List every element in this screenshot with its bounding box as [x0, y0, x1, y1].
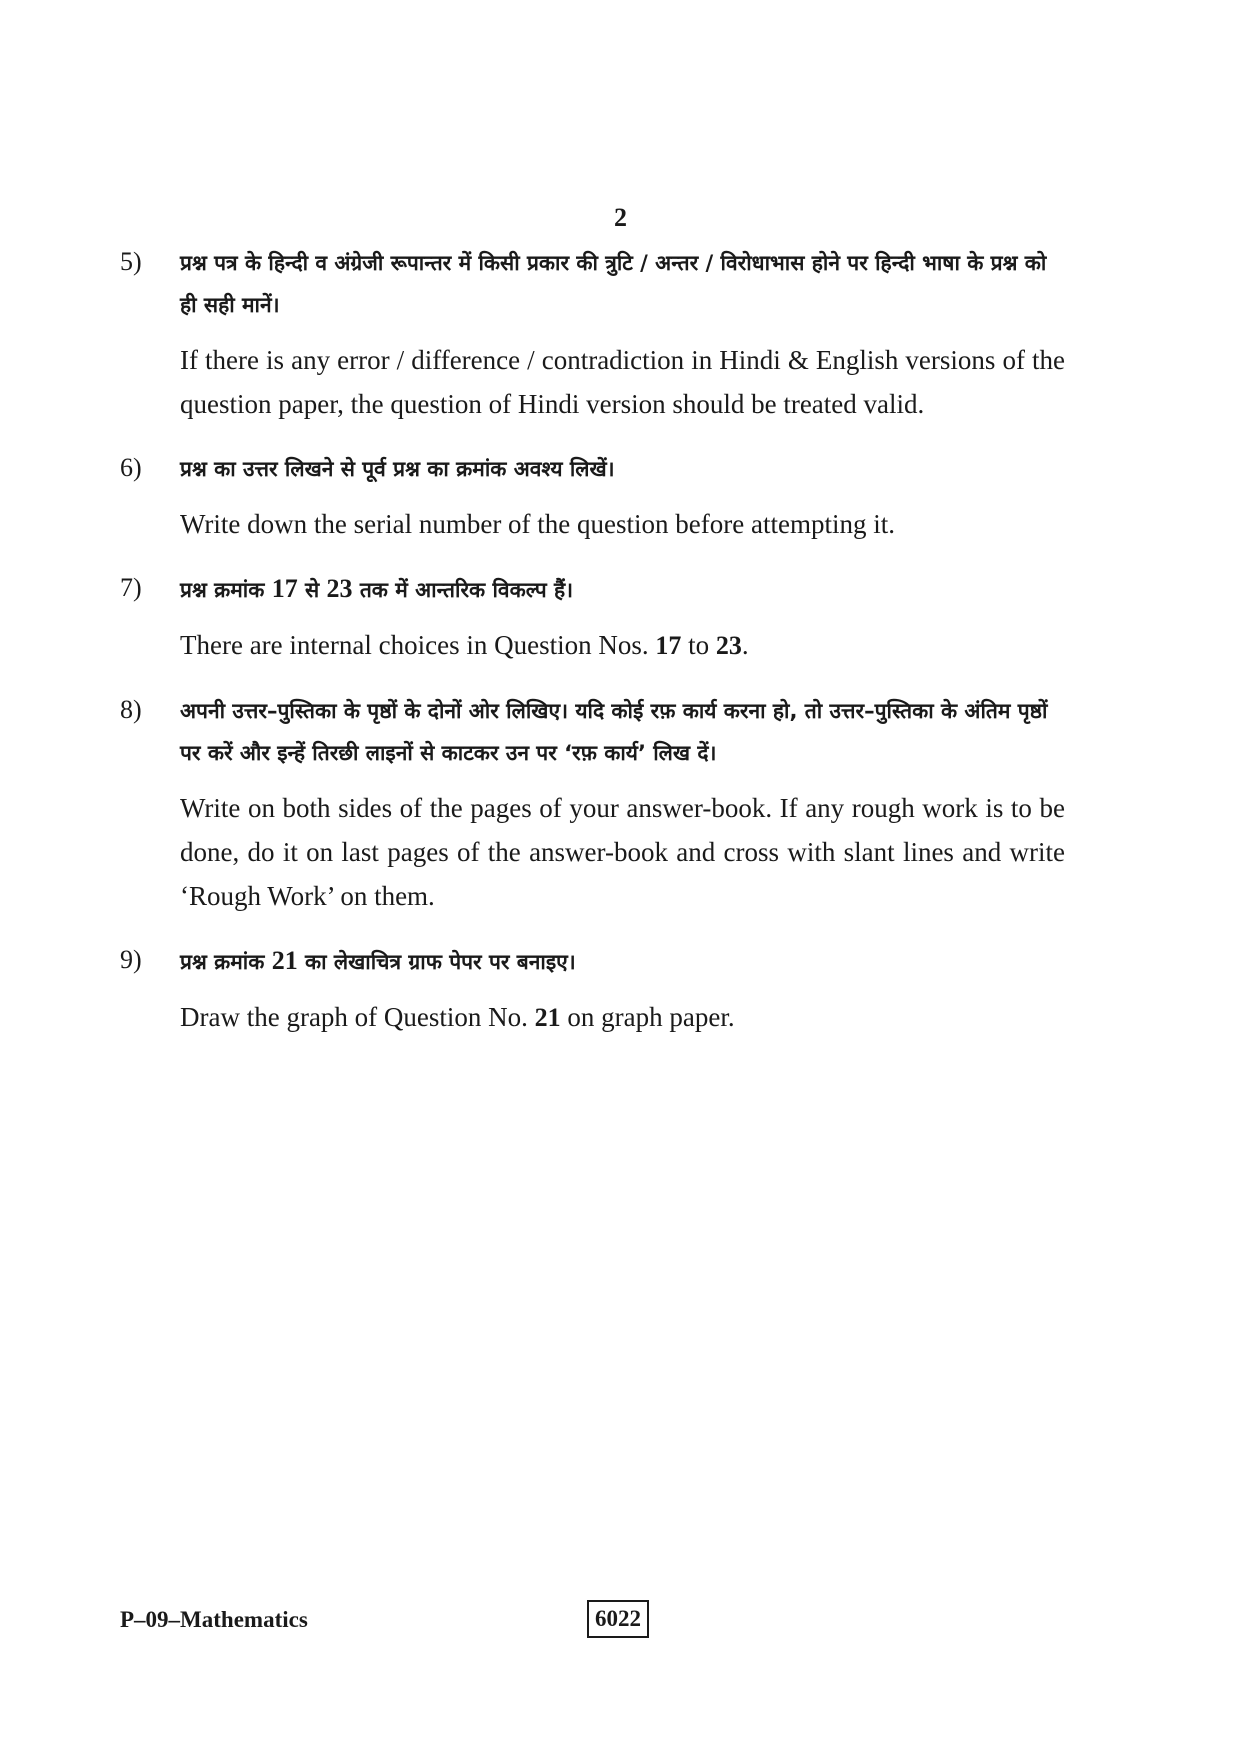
hindi-text: अपनी उत्तर–पुस्तिका के पृष्ठों के दोनों ओर लिखिए। यदि कोई रफ़ कार्य करना हो, तो उत्तर–पुस्तिका के अंतिम पृष्ठों पर करें और इन्हें तिरछी लाइनों से काटकर उन पर ‘रफ़ कार्य’ लिख दें। — [180, 699, 1048, 765]
instruction-item-5 — [120, 242, 1065, 426]
instruction-item-6 — [120, 448, 1065, 546]
instruction-item-7 — [120, 568, 1065, 668]
hindi-text-middle: से — [305, 578, 320, 602]
hindi-text-end: तक में आन्तरिक विकल्प हैं। — [359, 578, 574, 602]
item-number: 9) — [120, 945, 142, 974]
question-number: 21 — [534, 1003, 561, 1032]
question-number-from: 17 — [271, 574, 298, 603]
hindi-text-start: प्रश्न क्रमांक — [180, 578, 265, 602]
item-number: 5) — [120, 247, 142, 276]
instructions-list — [120, 242, 1065, 1062]
footer-paper-code: 6022 — [587, 1600, 649, 1638]
hindi-text — [180, 568, 1065, 611]
english-text — [180, 623, 1065, 668]
english-text-middle: to — [688, 630, 710, 660]
english-text: Write on both sides of the pages of your answer-book. If any rough work is to be done, do it on last pages of the answer-book and cross with slant lines and write ‘Rough Work’ on them. — [180, 793, 1065, 911]
hindi-text — [180, 940, 1065, 983]
item-number: 8) — [120, 695, 142, 724]
instruction-item-8 — [120, 690, 1065, 918]
english-text-start: Draw the graph of Question No. — [180, 1002, 528, 1032]
english-text: Write down the serial number of the question before attempting it. — [180, 509, 895, 539]
english-text: If there is any error / difference / contradiction in Hindi & English versions of the question paper, the question of Hindi version should be treated valid. — [180, 345, 1065, 419]
english-text-end: on graph paper. — [567, 1002, 735, 1032]
footer-subject: P–09–Mathematics — [120, 1607, 308, 1632]
hindi-text-end: का लेखाचित्र ग्राफ पेपर पर बनाइए। — [305, 950, 576, 974]
item-number: 6) — [120, 453, 142, 482]
question-number-from: 17 — [655, 631, 682, 660]
hindi-text-start: प्रश्न क्रमांक — [180, 950, 265, 974]
hindi-text: प्रश्न का उत्तर लिखने से पूर्व प्रश्न का क्रमांक अवश्य लिखें। — [180, 457, 615, 481]
question-number-to: 23 — [326, 574, 353, 603]
question-number: 21 — [271, 946, 298, 975]
item-number: 7) — [120, 573, 142, 602]
english-text-start: There are internal choices in Question Nos. — [180, 630, 649, 660]
english-text-end: . — [741, 630, 749, 660]
hindi-text: प्रश्न पत्र के हिन्दी व अंग्रेजी रूपान्तर में किसी प्रकार की त्रुटि / अन्तर / विरोधाभास होने पर हिन्दी भाषा के प्रश्न को ही सही मानें। — [180, 251, 1047, 317]
page-number: 2 — [614, 203, 627, 232]
question-number-to: 23 — [715, 631, 742, 660]
instruction-item-9 — [120, 940, 1065, 1040]
english-text — [180, 995, 1065, 1040]
